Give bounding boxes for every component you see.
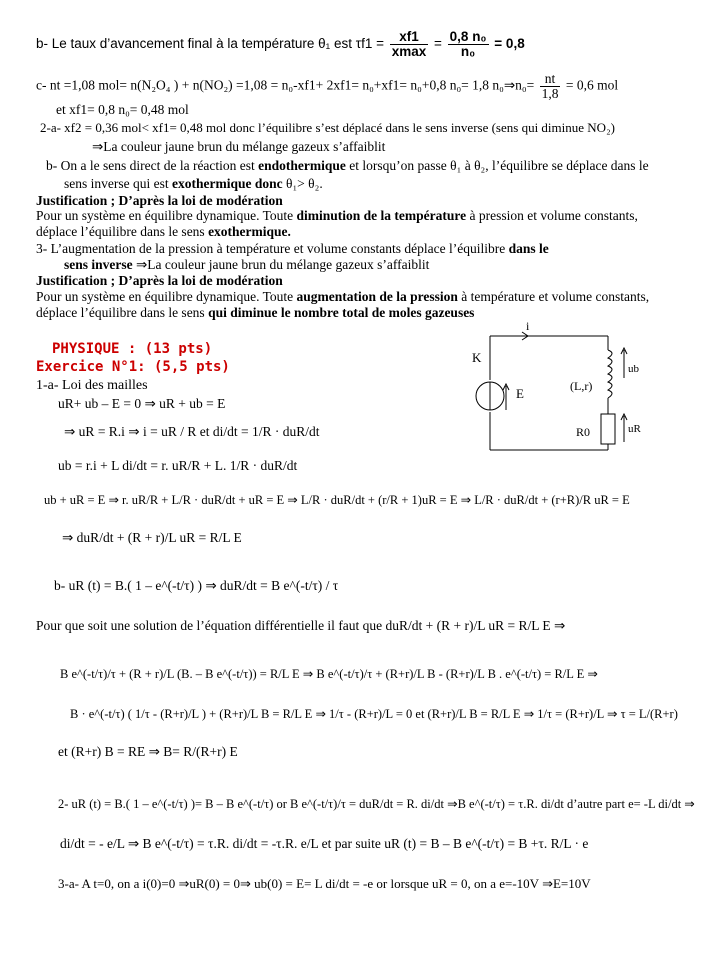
num: 0,8 n₀ [449,29,487,44]
text: = 0,6 mol [565,77,619,93]
eq-m10: di/dt = - e/L ⇒ B e^(-t/τ) = τ.R. di/dt = -τ.R. e/L et par suite uR (t) = B – B e^(-t/τ) = B +τ. R/L · e [60,836,589,851]
inductor-coil [608,350,612,398]
den: 1,8 [541,86,559,101]
eq-m2: ⇒ uR = R.i ⇒ i = uR / R et di/dt = 1/R · duR/dt [64,424,320,439]
t: endothermique [258,158,346,173]
t: exothermique donc [171,176,283,191]
label-lr: (L,r) [570,379,593,393]
line-13: Justification ; D’après la loi de modération [36,273,283,288]
t: ⇒La couleur jaune brun du mélange gazeux s’affaiblit [132,257,430,272]
t: sens inverse [64,257,133,272]
t: qui diminue le nombre total de moles gazeuses [208,305,475,320]
t: 3- L’augmentation de la pression à température et volume constants déplace l’équilibre [36,241,509,256]
exercice-title: Exercice N°1: (5,5 pts) [36,359,230,375]
circuit-diagram [460,320,660,458]
t: déplace l’équilibre dans le sens [36,224,209,239]
t: dans le [508,241,549,256]
label-ur: uR [628,423,641,435]
line-14 [36,289,649,305]
t: b- On a le sens direct de la réaction est [46,158,259,173]
physique-title: PHYSIQUE : (13 pts) [52,341,213,357]
text: c- nt =1,08 mol= n(N₂O₄ ) + n(NO₂) =1,08 = n₀-xf1+ 2xf1= n₀+xf1= n₀+0,8 n₀= 1,8 n₀⇒n₀= [36,77,535,93]
t: diminution de la température [296,208,467,223]
line-7 [64,176,323,192]
label-k: K [472,350,482,365]
fraction [540,72,561,101]
resistor-r0 [601,414,615,444]
eq-q1b: b- uR (t) = B.( 1 – e^(-t/τ) ) ⇒ duR/dt = B e^(-t/τ) / τ [54,578,339,593]
eq-m4: ub + uR = E ⇒ r. uR/R + L/R · duR/dt + uR = E ⇒ L/R · duR/dt + (r/R + 1)uR = E ⇒ L/R · duR/dt + (r+R)/R uR = E [44,493,630,507]
line-1b: b- Le taux d’avancement final à la température θ₁ est τf1 = $\frac{xf1}{xmax}$ = $\frac{\text{0,8 n₀}}{\text{n₀}}$ = 0,8 [36,29,525,59]
label-r0: R0 [576,425,591,439]
t: sens inverse qui est [64,176,172,191]
t: à température et volume constants, [457,289,650,304]
num: xf1 [390,30,429,45]
t: exothermique. [208,224,291,239]
num: nt [540,72,561,87]
eq-q2: 2- uR (t) = B.( 1 – e^(-t/τ) )= B – B e^(-t/τ) or B e^(-t/τ)/τ = duR/dt = R. di/dt ⇒B e^(-t/τ) = τ.R. di/dt d’autre part e= -L di/dt ⇒ [58,797,695,811]
line-8: Justification ; D’après la loi de modération [36,193,283,208]
eq-m6: Pour que soit une solution de l’équation différentielle il faut que duR/dt + (R + r)/L uR = R/L E ⇒ [36,618,566,633]
text: b- Le taux d’avancement final à la température θ₁ est τf1 = [36,36,384,52]
eq-m7: B e^(-t/τ)/τ + (R + r)/L (B. – B e^(-t/τ)) = R/L E ⇒ B e^(-t/τ)/τ + (R+r)/L B - (R+r)/L B . e^(-t/τ) = R/L E ⇒ [60,667,598,681]
den: xmax [391,44,427,59]
eq-m8: B · e^(-t/τ) ( 1/τ - (R+r)/L ) + (R+r)/L B = R/L E ⇒ 1/τ - (R+r)/L = 0 et (R+r)/L B = R/L E ⇒ 1/τ = (R+r)/L ⇒ τ = L/(R+r) [70,707,678,721]
q1a: 1-a- Loi des mailles [36,378,148,393]
line-15 [36,305,474,321]
line-4: 2-a- xf2 = 0,36 mol< xf1= 0,48 mol donc l’équilibre s’est déplacé dans le sens inverse (sens qui diminue NO₂) [40,120,615,135]
eq-m9: et (R+r) B = RE ⇒ B= R/(R+r) E [58,744,238,759]
line-3: et xf1= 0,8 n₀= 0,48 mol [56,102,189,117]
t: à pression et volume constants, [466,208,638,223]
line-6 [46,158,649,174]
line-1c [36,72,618,101]
eq-m3: ub = r.i + L di/dt = r. uR/R + L. 1/R · duR/dt [58,458,298,473]
text: = 0,8 [494,36,525,52]
t: déplace l’équilibre dans le sens [36,305,209,320]
eq-m1: uR+ ub – E = 0 ⇒ uR + ub = E [58,396,226,411]
t: θ₁> θ₂. [282,176,323,191]
t: Pour un système en équilibre dynamique. Toute [36,289,297,304]
t: Pour un système en équilibre dynamique. Toute [36,208,297,223]
line-12 [64,257,429,273]
fraction [448,30,489,59]
line-11 [36,241,549,257]
label-ub: ub [628,363,639,375]
label-e: E [516,386,524,401]
line-9 [36,208,638,224]
fraction [390,30,429,59]
eq-q3: 3-a- A t=0, on a i(0)=0 ⇒uR(0) = 0⇒ ub(0) = E= L di/dt = -e or lorsque uR = 0, on a e=-10V ⇒E=10V [58,876,591,891]
t: augmentation de la pression [296,289,458,304]
eq-m5: ⇒ duR/dt + (R + r)/L uR = R/L E [62,530,242,545]
line-5: ⇒La couleur jaune brun du mélange gazeux s’affaiblit [92,139,386,154]
t: et lorsqu’on passe θ₁ à θ₂, l’équilibre se déplace dans le [345,158,649,173]
den: n₀ [460,44,476,59]
label-i: i [526,320,530,333]
line-10 [36,224,291,240]
